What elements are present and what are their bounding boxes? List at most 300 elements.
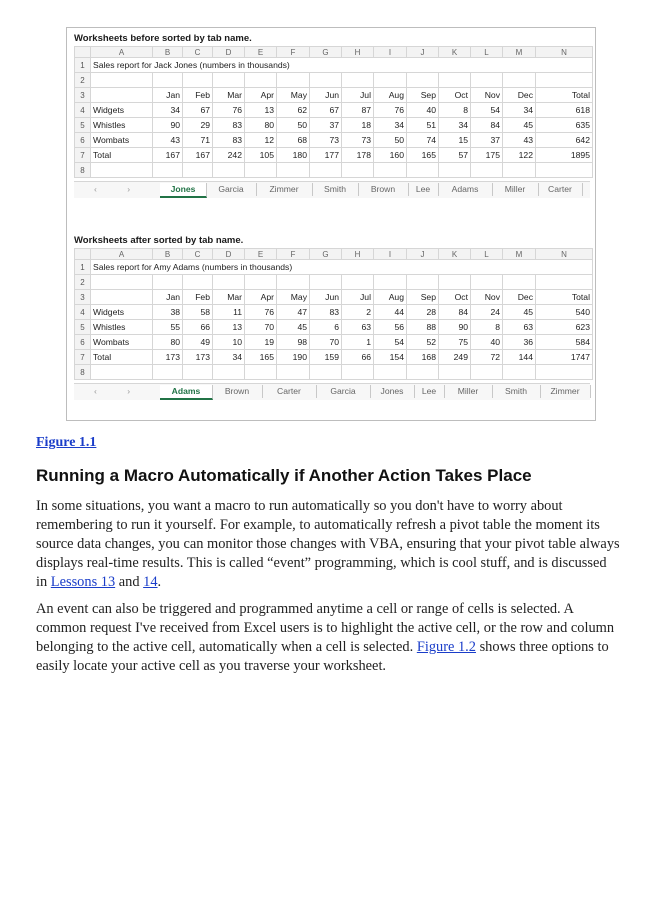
grid-cell[interactable] [503,73,536,88]
column-header-B[interactable]: B [153,47,183,58]
value-cell[interactable]: 54 [374,335,407,350]
value-cell[interactable]: 90 [153,118,183,133]
value-cell[interactable]: 584 [536,335,593,350]
month-header-cell[interactable]: Aug [374,290,407,305]
sheet-tab-jones[interactable]: Jones [160,183,207,198]
row-label-cell[interactable]: Whistles [91,118,153,133]
grid-cell[interactable] [245,365,277,380]
grid-cell[interactable] [91,88,153,103]
before-grid [74,46,593,178]
table-row [75,335,593,350]
table-row [75,163,593,178]
table-row [75,350,593,365]
value-cell[interactable]: 73 [310,133,342,148]
grid-cell[interactable] [183,163,213,178]
value-cell[interactable]: 249 [439,350,471,365]
value-cell[interactable]: 34 [374,118,407,133]
table-row [75,73,593,88]
before-title: Worksheets before sorted by tab name. [74,33,252,44]
value-cell[interactable]: 24 [471,305,503,320]
value-cell[interactable]: 45 [503,305,536,320]
column-header-B[interactable]: B [153,249,183,260]
value-cell[interactable]: 76 [374,103,407,118]
grid-cell[interactable] [407,163,439,178]
grid-cell[interactable] [407,365,439,380]
column-header-M[interactable]: M [503,249,536,260]
value-cell[interactable]: 72 [471,350,503,365]
month-header-cell[interactable]: Mar [213,290,245,305]
lesson-14-link[interactable]: 14 [143,574,158,590]
table-row [75,58,593,73]
sheet-tab-brown[interactable]: Brown [358,183,409,196]
value-cell[interactable]: 58 [183,305,213,320]
table-row [75,260,593,275]
grid-cell[interactable] [374,365,407,380]
column-header-E[interactable]: E [245,249,277,260]
column-header-L[interactable]: L [471,249,503,260]
value-cell[interactable]: 57 [439,148,471,163]
column-header-N[interactable]: N [536,47,593,58]
grid-cell[interactable] [310,365,342,380]
column-header-row [75,249,593,260]
value-cell[interactable]: 178 [342,148,374,163]
month-header-cell[interactable]: Sep [407,88,439,103]
column-header-M[interactable]: M [503,47,536,58]
column-header-G[interactable]: G [310,47,342,58]
column-header-I[interactable]: I [374,249,407,260]
grid-cell[interactable] [407,275,439,290]
value-cell[interactable]: 1895 [536,148,593,163]
row-label-cell[interactable]: Wombats [91,133,153,148]
sheet-heading-cell[interactable]: Sales report for Jack Jones (numbers in thousands) [91,58,593,73]
column-header-G[interactable]: G [310,249,342,260]
column-header-K[interactable]: K [439,47,471,58]
value-cell[interactable]: 2 [342,305,374,320]
month-header-cell[interactable]: Total [536,88,593,103]
value-cell[interactable]: 80 [153,335,183,350]
grid-cell[interactable] [91,163,153,178]
month-header-cell[interactable]: Aug [374,88,407,103]
value-cell[interactable]: 73 [342,133,374,148]
grid-cell[interactable] [245,275,277,290]
value-cell[interactable]: 167 [153,148,183,163]
value-cell[interactable]: 45 [277,320,310,335]
grid-cell[interactable] [342,163,374,178]
sheet-tab-lee[interactable]: Lee [408,183,439,196]
table-row [75,133,593,148]
paragraph-2 [36,600,621,676]
row-number[interactable]: 6 [75,133,91,148]
before-sheet [74,32,590,198]
value-cell[interactable]: 1747 [536,350,593,365]
value-cell[interactable]: 50 [374,133,407,148]
value-cell[interactable]: 34 [439,118,471,133]
value-cell[interactable]: 38 [153,305,183,320]
value-cell[interactable]: 74 [407,133,439,148]
value-cell[interactable]: 80 [245,118,277,133]
value-cell[interactable]: 37 [310,118,342,133]
value-cell[interactable]: 37 [471,133,503,148]
value-cell[interactable]: 8 [471,320,503,335]
value-cell[interactable]: 165 [407,148,439,163]
row-label-cell[interactable]: Widgets [91,103,153,118]
column-header-A[interactable]: A [91,249,153,260]
value-cell[interactable]: 44 [374,305,407,320]
row-label-cell[interactable]: Widgets [91,305,153,320]
value-cell[interactable]: 540 [536,305,593,320]
value-cell[interactable]: 55 [153,320,183,335]
grid-cell[interactable] [310,163,342,178]
figure-1-2-link[interactable]: Figure 1.2 [416,639,476,655]
column-header-N[interactable]: N [536,249,593,260]
grid-cell[interactable] [536,163,593,178]
value-cell[interactable]: 13 [245,103,277,118]
column-header-J[interactable]: J [407,47,439,58]
value-cell[interactable]: 66 [183,320,213,335]
corner-cell[interactable] [75,249,91,260]
month-header-cell[interactable]: Apr [245,88,277,103]
value-cell[interactable]: 8 [439,103,471,118]
row-number[interactable]: 5 [75,320,91,335]
row-number[interactable]: 1 [75,260,91,275]
grid-cell[interactable] [245,73,277,88]
value-cell[interactable]: 45 [503,118,536,133]
table-row [75,103,593,118]
month-header-cell[interactable]: May [277,88,310,103]
month-header-cell[interactable]: Jul [342,290,374,305]
grid-cell[interactable] [374,163,407,178]
row-label-cell[interactable]: Wombats [91,335,153,350]
value-cell[interactable]: 34 [153,103,183,118]
grid-cell[interactable] [471,163,503,178]
value-cell[interactable]: 83 [310,305,342,320]
row-number[interactable]: 4 [75,305,91,320]
value-cell[interactable]: 144 [503,350,536,365]
grid-cell[interactable] [536,275,593,290]
month-header-cell[interactable]: Jan [153,290,183,305]
grid-cell[interactable] [91,73,153,88]
value-cell[interactable]: 83 [213,118,245,133]
grid-cell[interactable] [342,365,374,380]
value-cell[interactable]: 122 [503,148,536,163]
sheet-tab-miller[interactable]: Miller [492,183,539,196]
row-number[interactable]: 6 [75,335,91,350]
table-row [75,88,593,103]
column-header-C[interactable]: C [183,47,213,58]
value-cell[interactable]: 68 [277,133,310,148]
value-cell[interactable]: 165 [245,350,277,365]
figure-1-1-link[interactable]: Figure 1.1 [36,435,97,450]
value-cell[interactable]: 76 [245,305,277,320]
value-cell[interactable]: 642 [536,133,593,148]
value-cell[interactable]: 50 [277,118,310,133]
value-cell[interactable]: 63 [503,320,536,335]
sheet-tab-garcia[interactable]: Garcia [316,385,371,398]
sheet-tab-zimmer[interactable]: Zimmer [540,385,591,398]
grid-cell[interactable] [183,73,213,88]
row-number[interactable]: 4 [75,103,91,118]
value-cell[interactable]: 168 [407,350,439,365]
grid-cell[interactable] [536,73,593,88]
value-cell[interactable]: 88 [407,320,439,335]
value-cell[interactable]: 83 [213,133,245,148]
value-cell[interactable]: 154 [374,350,407,365]
month-header-cell[interactable]: Nov [471,88,503,103]
grid-cell[interactable] [310,275,342,290]
grid-cell[interactable] [91,365,153,380]
row-number[interactable]: 7 [75,350,91,365]
grid-cell[interactable] [183,365,213,380]
value-cell[interactable]: 84 [471,118,503,133]
column-header-D[interactable]: D [213,249,245,260]
sheet-tab-carter[interactable]: Carter [262,385,317,398]
sheet-tab-adams[interactable]: Adams [160,385,213,400]
value-cell[interactable]: 13 [213,320,245,335]
value-cell[interactable]: 34 [503,103,536,118]
month-header-cell[interactable]: Feb [183,88,213,103]
grid-cell[interactable] [153,73,183,88]
value-cell[interactable]: 167 [183,148,213,163]
para1-text2: and [115,574,144,590]
column-header-J[interactable]: J [407,249,439,260]
grid-cell[interactable] [183,275,213,290]
column-header-F[interactable]: F [277,249,310,260]
sheet-tab-garcia[interactable]: Garcia [206,183,257,196]
column-header-I[interactable]: I [374,47,407,58]
sheet-tab-jones[interactable]: Jones [370,385,415,398]
table-row [75,275,593,290]
value-cell[interactable]: 623 [536,320,593,335]
row-number[interactable]: 5 [75,118,91,133]
grid-cell[interactable] [471,73,503,88]
para2-text1: An event can also be triggered and programmed anytime a cell or range of cells is selected. A common request I've received from Excel users is to highlight the active cell, or the row and column belonging to the active cell, automatically when a cell is selected. [36,601,615,655]
grid-cell[interactable] [277,275,310,290]
grid-cell[interactable] [310,73,342,88]
sheet-scroll-arrows[interactable]: ‹ › [94,184,145,194]
after-tab-bar [74,383,590,400]
month-header-cell[interactable]: Jun [310,290,342,305]
column-header-F[interactable]: F [277,47,310,58]
value-cell[interactable]: 54 [471,103,503,118]
before-tab-bar [74,181,590,198]
para1-text3: . [157,574,162,590]
value-cell[interactable]: 67 [183,103,213,118]
grid-cell[interactable] [91,290,153,305]
sheet-tab-lee[interactable]: Lee [414,385,445,398]
row-number[interactable]: 7 [75,148,91,163]
value-cell[interactable]: 34 [213,350,245,365]
value-cell[interactable]: 87 [342,103,374,118]
value-cell[interactable]: 43 [153,133,183,148]
table-row [75,365,593,380]
value-cell[interactable]: 52 [407,335,439,350]
value-cell[interactable]: 36 [503,335,536,350]
month-header-cell[interactable]: May [277,290,310,305]
grid-cell[interactable] [439,365,471,380]
value-cell[interactable]: 6 [310,320,342,335]
row-number[interactable]: 3 [75,290,91,305]
value-cell[interactable]: 12 [245,133,277,148]
value-cell[interactable]: 29 [183,118,213,133]
row-number[interactable]: 8 [75,365,91,380]
grid-cell[interactable] [471,275,503,290]
grid-cell[interactable] [213,365,245,380]
value-cell[interactable]: 47 [277,305,310,320]
sheet-tab-adams[interactable]: Adams [438,183,493,196]
value-cell[interactable]: 635 [536,118,593,133]
grid-cell[interactable] [342,73,374,88]
after-grid [74,248,593,380]
value-cell[interactable]: 40 [471,335,503,350]
month-header-cell[interactable]: Jan [153,88,183,103]
month-header-cell[interactable]: Jun [310,88,342,103]
value-cell[interactable]: 56 [374,320,407,335]
section-title: Running a Macro Automatically if Another Action Takes Place [36,466,532,485]
grid-cell[interactable] [277,365,310,380]
grid-cell[interactable] [439,275,471,290]
grid-cell[interactable] [503,275,536,290]
sheet-tab-zimmer[interactable]: Zimmer [256,183,313,196]
sheet-tab-brown[interactable]: Brown [212,385,263,398]
column-header-D[interactable]: D [213,47,245,58]
value-cell[interactable]: 62 [277,103,310,118]
month-header-cell[interactable]: Total [536,290,593,305]
value-cell[interactable]: 28 [407,305,439,320]
value-cell[interactable]: 105 [245,148,277,163]
lessons-13-link[interactable]: Lessons 13 [50,574,116,590]
value-cell[interactable]: 43 [503,133,536,148]
month-header-cell[interactable]: Oct [439,88,471,103]
month-header-cell[interactable]: Nov [471,290,503,305]
row-number[interactable]: 1 [75,58,91,73]
sheet-tab-miller[interactable]: Miller [444,385,493,398]
row-number[interactable]: 2 [75,275,91,290]
grid-cell[interactable] [374,73,407,88]
row-number[interactable]: 2 [75,73,91,88]
month-header-cell[interactable]: Feb [183,290,213,305]
month-header-cell[interactable]: Dec [503,88,536,103]
value-cell[interactable]: 11 [213,305,245,320]
grid-cell[interactable] [245,163,277,178]
grid-cell[interactable] [439,73,471,88]
value-cell[interactable]: 49 [183,335,213,350]
column-header-E[interactable]: E [245,47,277,58]
month-header-cell[interactable]: Dec [503,290,536,305]
grid-cell[interactable] [153,365,183,380]
sheet-tab-smith[interactable]: Smith [312,183,359,196]
value-cell[interactable]: 67 [310,103,342,118]
value-cell[interactable]: 159 [310,350,342,365]
grid-cell[interactable] [503,365,536,380]
grid-cell[interactable] [439,163,471,178]
column-header-H[interactable]: H [342,249,374,260]
table-row [75,320,593,335]
grid-cell[interactable] [277,163,310,178]
figure-1-1-image [66,27,596,421]
table-row [75,290,593,305]
month-header-cell[interactable]: Jul [342,88,374,103]
row-number[interactable]: 8 [75,163,91,178]
table-row [75,148,593,163]
para2-text2: shows three options to easily locate your active cell as you traverse your worksheet. [36,639,609,674]
grid-cell[interactable] [213,163,245,178]
value-cell[interactable]: 66 [342,350,374,365]
grid-cell[interactable] [374,275,407,290]
column-header-C[interactable]: C [183,249,213,260]
after-title: Worksheets after sorted by tab name. [74,235,244,246]
value-cell[interactable]: 84 [439,305,471,320]
value-cell[interactable]: 10 [213,335,245,350]
after-sheet [74,234,590,400]
value-cell[interactable]: 160 [374,148,407,163]
grid-cell[interactable] [277,73,310,88]
value-cell[interactable]: 71 [183,133,213,148]
value-cell[interactable]: 70 [245,320,277,335]
month-header-cell[interactable]: Apr [245,290,277,305]
column-header-H[interactable]: H [342,47,374,58]
month-header-cell[interactable]: Oct [439,290,471,305]
value-cell[interactable]: 177 [310,148,342,163]
value-cell[interactable]: 40 [407,103,439,118]
grid-cell[interactable] [213,275,245,290]
para1-text1: In some situations, you want a macro to run automatically so you don't have to worry about remembering to run it yourself. For example, to automatically refresh a pivot table the moment its source data changes, you can monitor those changes with VBA, ensuring that your pivot table always displays real-time results. This is called “event” programming, which is cool stuff, and is discussed in [36,498,620,590]
grid-cell[interactable] [536,365,593,380]
grid-cell[interactable] [91,275,153,290]
value-cell[interactable]: 98 [277,335,310,350]
value-cell[interactable]: 18 [342,118,374,133]
row-label-cell[interactable]: Total [91,350,153,365]
grid-cell[interactable] [503,163,536,178]
sheet-tab-smith[interactable]: Smith [492,385,541,398]
grid-cell[interactable] [153,163,183,178]
value-cell[interactable]: 63 [342,320,374,335]
row-number[interactable]: 3 [75,88,91,103]
month-header-cell[interactable]: Sep [407,290,439,305]
row-label-cell[interactable]: Total [91,148,153,163]
value-cell[interactable]: 70 [310,335,342,350]
grid-cell[interactable] [153,275,183,290]
value-cell[interactable]: 180 [277,148,310,163]
value-cell[interactable]: 190 [277,350,310,365]
value-cell[interactable]: 1 [342,335,374,350]
value-cell[interactable]: 76 [213,103,245,118]
row-label-cell[interactable]: Whistles [91,320,153,335]
value-cell[interactable]: 51 [407,118,439,133]
grid-cell[interactable] [213,73,245,88]
value-cell[interactable]: 173 [153,350,183,365]
column-header-row [75,47,593,58]
value-cell[interactable]: 175 [471,148,503,163]
value-cell[interactable]: 19 [245,335,277,350]
sheet-tab-carter[interactable]: Carter [538,183,583,196]
value-cell[interactable]: 15 [439,133,471,148]
column-header-A[interactable]: A [91,47,153,58]
grid-cell[interactable] [342,275,374,290]
column-header-K[interactable]: K [439,249,471,260]
value-cell[interactable]: 618 [536,103,593,118]
sheet-heading-cell[interactable]: Sales report for Amy Adams (numbers in thousands) [91,260,593,275]
column-header-L[interactable]: L [471,47,503,58]
grid-cell[interactable] [407,73,439,88]
corner-cell[interactable] [75,47,91,58]
sheet-scroll-arrows[interactable]: ‹ › [94,386,145,396]
value-cell[interactable]: 173 [183,350,213,365]
month-header-cell[interactable]: Mar [213,88,245,103]
value-cell[interactable]: 242 [213,148,245,163]
grid-cell[interactable] [471,365,503,380]
value-cell[interactable]: 75 [439,335,471,350]
value-cell[interactable]: 90 [439,320,471,335]
